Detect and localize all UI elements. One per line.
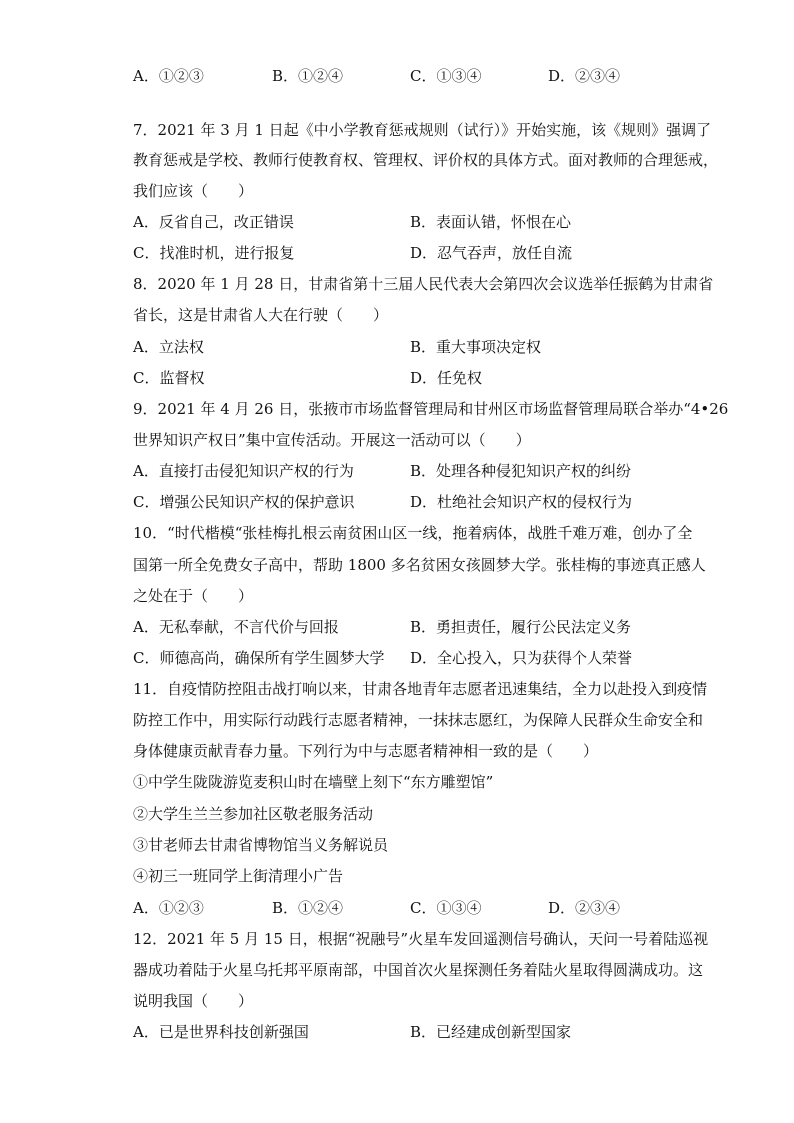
statement-item: ④初三一班同学上街清理小广告 xyxy=(133,867,344,885)
question-stem-line: 教育惩戒是学校、教师行使教育权、管理权、评价权的具体方式。面对教师的合理惩戒， xyxy=(133,151,719,169)
question-stem-line: 10．“时代楷模“张桂梅扎根云南贫困山区一线，拖着病体，战胜千难万难，创办了全 xyxy=(133,524,693,542)
question-stem-line: 8．2020 年 1 月 28 日，甘肃省第十三届人民代表大会第四次会议选举任振鹤为甘肃省 xyxy=(133,275,714,293)
question-stem-line: 12．2021 年 5 月 15 日，根据“祝融号”火星车发回遥测信号确认，天问一号着陆巡视 xyxy=(133,930,709,948)
question-stem-line: 国第一所全免费女子高中，帮助 1800 多名贫困女孩圆梦大学。张桂梅的事迹真正感人 xyxy=(133,556,706,574)
option-c: C．师德高尚，确保所有学生圆梦大学 xyxy=(133,649,385,667)
question-stem-line: 器成功着陆于火星乌托邦平原南部，中国首次火星探测任务着陆火星取得圆满成功。这 xyxy=(133,961,704,979)
option-a: A．①②③ xyxy=(133,67,204,85)
question-stem-line: 省长，这是甘肃省人大在行驶（ ） xyxy=(133,306,389,324)
option-c: C．找准时机，进行报复 xyxy=(133,244,295,262)
question-stem-line: 防控工作中，用实际行动践行志愿者精神，一抹抹志愿红，为保障人民群众生命安全和 xyxy=(133,711,704,729)
statement-item: ③甘老师去甘肃省博物馆当义务解说员 xyxy=(133,836,389,854)
option-c: C．监督权 xyxy=(133,369,205,387)
option-d: D．忍气吞声，放任自流 xyxy=(410,244,573,262)
question-stem-line: 说明我国（ ） xyxy=(133,992,254,1010)
option-d: D．全心投入，只为获得个人荣誉 xyxy=(410,649,633,667)
option-a: A．已是世界科技创新强国 xyxy=(133,1023,309,1041)
option-d: D．任免权 xyxy=(410,369,483,387)
option-c: C．增强公民知识产权的保护意识 xyxy=(133,493,355,511)
option-b: B．①②④ xyxy=(272,67,344,85)
option-a: A．立法权 xyxy=(133,338,204,356)
option-a: A．直接打击侵犯知识产权的行为 xyxy=(133,462,354,480)
question-stem-line: 世界知识产权日”集中宣传活动。开展这一活动可以（ ） xyxy=(133,431,531,449)
option-a: A．反省自己，改正错误 xyxy=(133,213,294,231)
option-b: B．已经建成创新型国家 xyxy=(410,1023,572,1041)
statement-item: ①中学生陇陇游览麦积山时在墙壁上刻下“东方雕塑馆” xyxy=(133,773,494,791)
option-d: D．②③④ xyxy=(548,67,621,85)
option-c: C．①③④ xyxy=(410,899,482,917)
question-stem-line: 7．2021 年 3 月 1 日起《中小学教育惩戒规则（试行）》开始实施，该《规则》强调了 xyxy=(133,121,712,139)
option-a: A．无私奉献，不言代价与回报 xyxy=(133,618,339,636)
option-b: B．重大事项决定权 xyxy=(410,338,542,356)
option-a: A．①②③ xyxy=(133,899,204,917)
option-c: C．①③④ xyxy=(410,67,482,85)
option-b: B．勇担责任，履行公民法定义务 xyxy=(410,618,632,636)
option-b: B．①②④ xyxy=(272,899,344,917)
question-stem-line: 身体健康贡献青春力量。下列行为中与志愿者精神相一致的是（ ） xyxy=(133,742,599,760)
question-stem-line: 之处在于（ ） xyxy=(133,587,254,605)
statement-item: ②大学生兰兰参加社区敬老服务活动 xyxy=(133,805,374,823)
question-stem-line: 9．2021 年 4 月 26 日，张掖市市场监督管理局和甘州区市场监督管理局联合举办“4•26 xyxy=(133,400,729,418)
option-b: B．处理各种侵犯知识产权的纠纷 xyxy=(410,462,632,480)
question-stem-line: 我们应该（ ） xyxy=(133,182,254,200)
question-stem-line: 11．自疫情防控阻击战打响以来，甘肃各地青年志愿者迅速集结，全力以赴投入到疫情 xyxy=(133,680,708,698)
option-b: B．表面认错，怀恨在心 xyxy=(410,213,572,231)
option-d: D．②③④ xyxy=(548,899,621,917)
option-d: D．杜绝社会知识产权的侵权行为 xyxy=(410,493,633,511)
